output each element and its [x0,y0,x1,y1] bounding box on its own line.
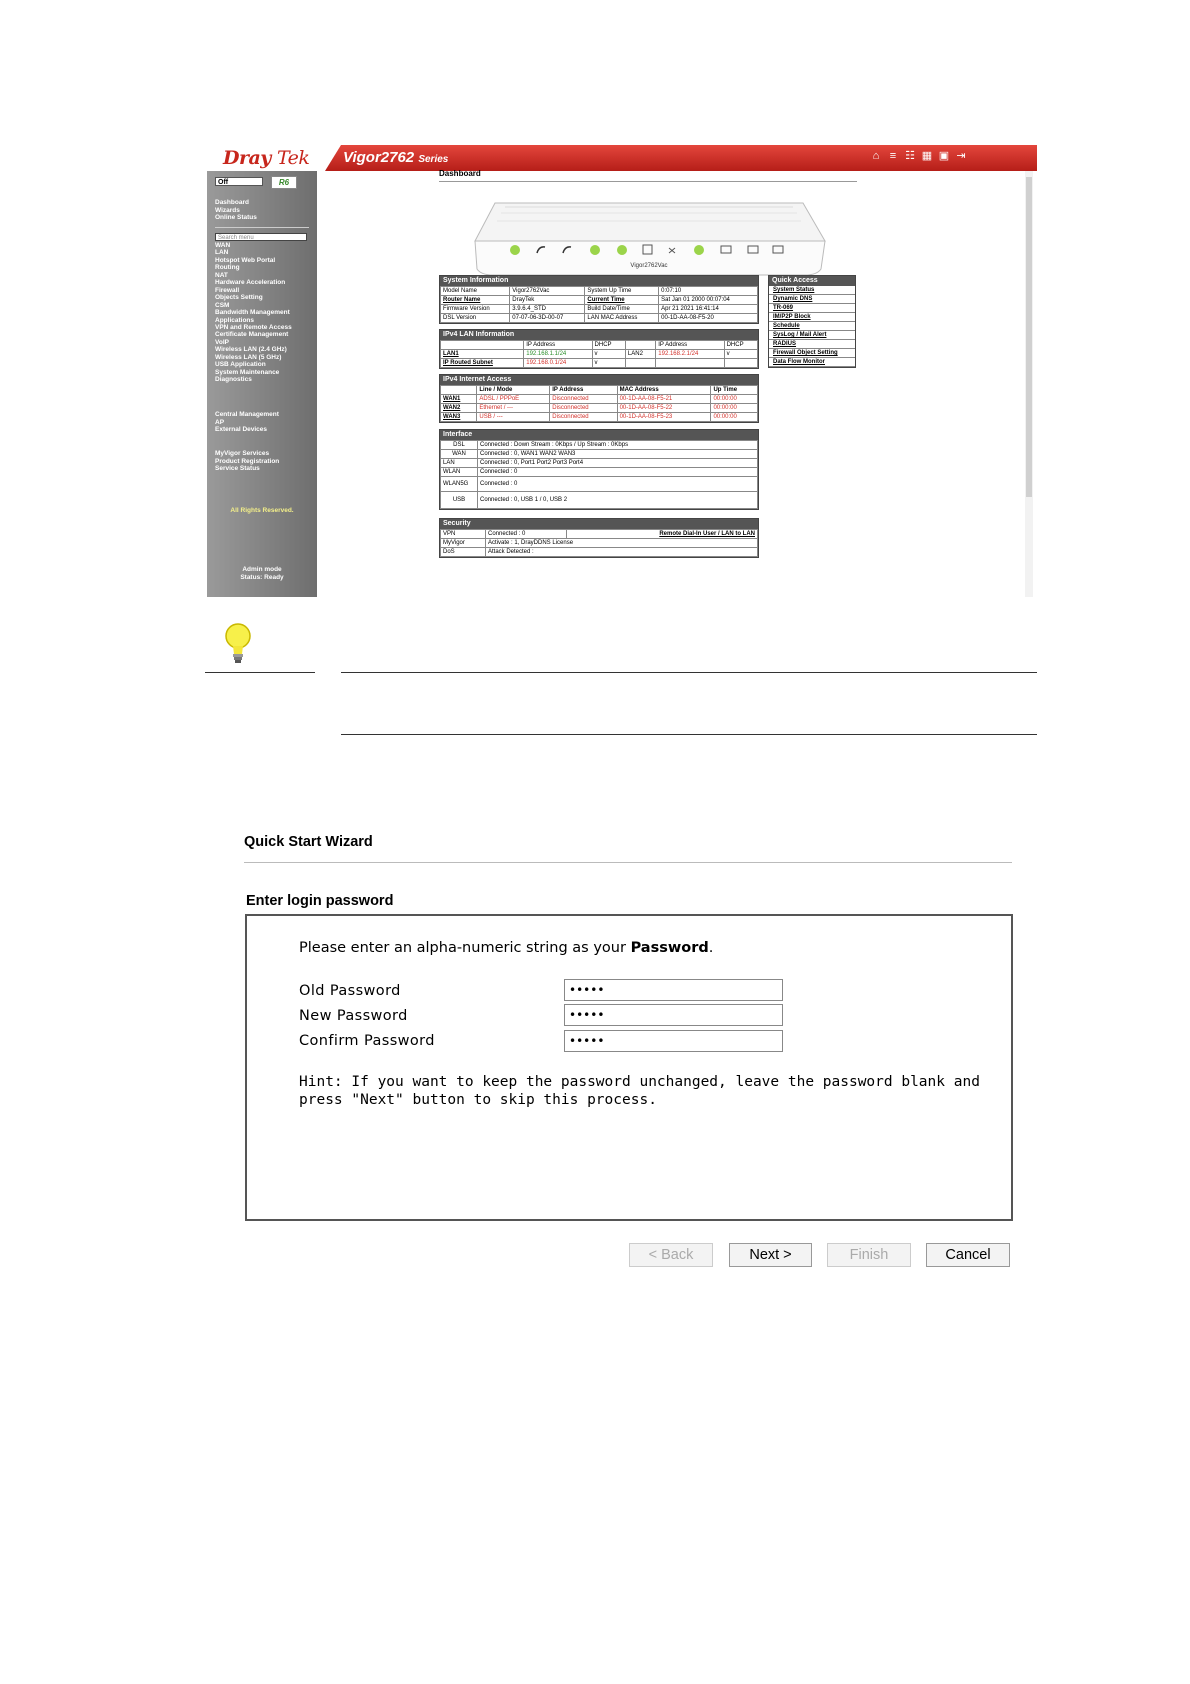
home-icon[interactable]: ⌂ [872,150,880,162]
sidebar-item[interactable]: Dashboard [215,199,249,206]
scrollbar[interactable] [1025,171,1033,597]
system-information-panel: System Information Model Name Vigor2762Vac System Up Time 0:07:10 Router Name DrayTek Current Time Sat Jan 01 2000 00:07:04 Firmware Version 3.9.6.4_STD Build Date/Time Apr 21 2021 16:41:14 DSL Version 07-07-06-3D-00-07 LAN MAC Address 00-1D-AA-08-F5-20 [439,275,759,324]
grid-icon[interactable]: ▦ [921,150,933,162]
quick-access-panel: Quick Access System Status Dynamic DNS TR-069 IM/P2P Block Schedule SysLog / Mail Alert RADIUS Firewall Object Setting Data Flow Monitor [768,275,856,368]
list-icon[interactable]: ≡ [889,150,897,162]
divider [244,862,1012,863]
sidebar-item[interactable]: Routing [215,264,240,272]
sidebar-item[interactable]: Firewall [215,286,240,294]
search-menu-input[interactable]: Search menu [215,233,307,241]
sidebar-item[interactable]: Wireless LAN (5 GHz) [215,353,282,361]
instruction-text: Please enter an alpha-numeric string as your Password. [299,940,714,956]
quick-access-link[interactable]: Firewall Object Setting [769,349,855,358]
sidebar-group-central [215,411,279,434]
router-device-image [465,193,833,277]
sidebar-item[interactable]: NAT [215,271,228,279]
lightbulb-icon [224,622,252,666]
sliders-icon[interactable]: ☷ [905,150,915,162]
interface-panel: Interface DSL Connected : Down Stream : 0Kbps / Up Stream : 0Kbps WAN Connected : 0, WAN1 WAN2 WAN3 LAN Connected : 0, Port1 Port2 Port3 Port4 WLAN Connected : 0 WLAN5G Connected : 0 USB Connected : 0, USB 1 / 0, USB 2 [439,429,759,510]
old-password-label: Old Password [299,983,401,999]
draytek-logo: Dray Tek [223,147,310,169]
mode-select[interactable]: Off [215,177,263,186]
r6-badge[interactable]: R6 [271,176,297,189]
security-panel: Security VPN Connected : 0 Remote Dial-In User / LAN to LAN MyVigor Activate : 1, DrayDDNS License DoS Attack Detected : [439,518,759,558]
router-banner [207,145,1037,171]
next-button[interactable]: Next > [729,1243,812,1267]
sidebar-item[interactable]: Applications [215,316,255,324]
sidebar-item[interactable]: Service Status [215,465,260,473]
admin-status: Admin mode Status: Ready [240,566,284,581]
logout-icon[interactable]: ⇥ [956,150,966,162]
sidebar-item[interactable]: System Maintenance [215,368,280,376]
model-title: Vigor2762 Series [343,149,449,166]
lan-information-panel: IPv4 LAN Information IP Address DHCP IP Address DHCP LAN1 192.168.1.1/24 v LAN2 192.168.2.1/24 v IP Routed Subnet 192.168.0.1/24 v [439,329,759,369]
router-dashboard-screenshot [207,145,1037,597]
sidebar-group-main [215,199,257,222]
window-icon[interactable]: ▣ [938,150,950,162]
sidebar-item[interactable]: Objects Setting [215,294,263,302]
sidebar-item[interactable]: Certificate Management [215,331,289,339]
quick-access-link[interactable]: Data Flow Monitor [769,358,855,367]
confirm-password-field[interactable] [564,1030,783,1052]
new-password-field[interactable] [564,1004,783,1026]
sidebar-item[interactable]: Online Status [215,214,257,222]
sidebar-item[interactable]: Diagnostics [215,376,252,384]
sidebar-item[interactable]: LAN [215,249,229,257]
internet-access-panel: IPv4 Internet Access Line / Mode IP Address MAC Address Up Time WAN1 ADSL / PPPoE Disconnected 00-1D-AA-08-F5-21 00:00:00 WAN2 Ethernet / --- Disconnected 00-1D-AA-08-F5-22 00:00:00 WAN3 USB / --- Disconnected 00-1D-AA-08-F5-23 00:00:00 [439,374,759,423]
sidebar-item[interactable]: WAN [215,242,231,249]
quick-access-link[interactable]: SysLog / Mail Alert [769,331,855,340]
divider [205,672,315,673]
dashboard-content [317,171,1037,597]
sidebar-item[interactable]: CSM [215,301,230,309]
cancel-button[interactable]: Cancel [926,1243,1010,1267]
sidebar-item[interactable]: Wireless LAN (2.4 GHz) [215,346,287,354]
sidebar-item[interactable]: Central Management [215,411,279,418]
top-toolbar [870,151,967,162]
sidebar-item[interactable]: MyVigor Services [215,450,270,457]
page-title: Dashboard [439,169,481,178]
rights-text: All Rights Reserved. [230,507,294,514]
wizard-title: Quick Start Wizard [244,834,373,850]
sidebar-item[interactable]: VPN and Remote Access [215,323,292,331]
password-form-box [245,914,1013,1221]
sidebar-group-config [215,242,292,384]
quick-access-link[interactable]: Dynamic DNS [769,295,855,304]
sidebar-item[interactable]: Bandwidth Management [215,309,290,317]
divider [341,734,1037,735]
confirm-password-label: Confirm Password [299,1033,435,1049]
quick-access-link[interactable]: IM/P2P Block [769,313,855,322]
hint-text: Hint: If you want to keep the password unchanged, leave the password blank and press "Next" button to skip this process. [299,1074,980,1108]
sidebar-group-myvigor [215,450,279,473]
new-password-label: New Password [299,1008,408,1024]
quick-access-link[interactable]: System Status [769,286,855,295]
finish-button[interactable]: Finish [827,1243,911,1267]
sidebar-item[interactable]: Hardware Acceleration [215,279,286,287]
quick-access-link[interactable]: RADIUS [769,340,855,349]
device-label: Vigor2762Vac [630,263,668,269]
router-sidebar [207,171,317,597]
sidebar-item[interactable]: USB Application [215,361,266,369]
sidebar-item[interactable]: AP [215,418,225,426]
sidebar-item[interactable]: Wizards [215,206,240,214]
section-title: Enter login password [246,893,394,909]
sidebar-item[interactable]: Product Registration [215,457,280,465]
quick-access-link[interactable]: Schedule [769,322,855,331]
old-password-field[interactable] [564,979,783,1001]
sidebar-item[interactable]: External Devices [215,426,268,434]
back-button[interactable]: < Back [629,1243,713,1267]
quick-access-link[interactable]: TR-069 [769,304,855,313]
sidebar-item[interactable]: VoIP [215,338,229,346]
divider [341,672,1037,673]
sidebar-item[interactable]: Hotspot Web Portal [215,256,276,264]
